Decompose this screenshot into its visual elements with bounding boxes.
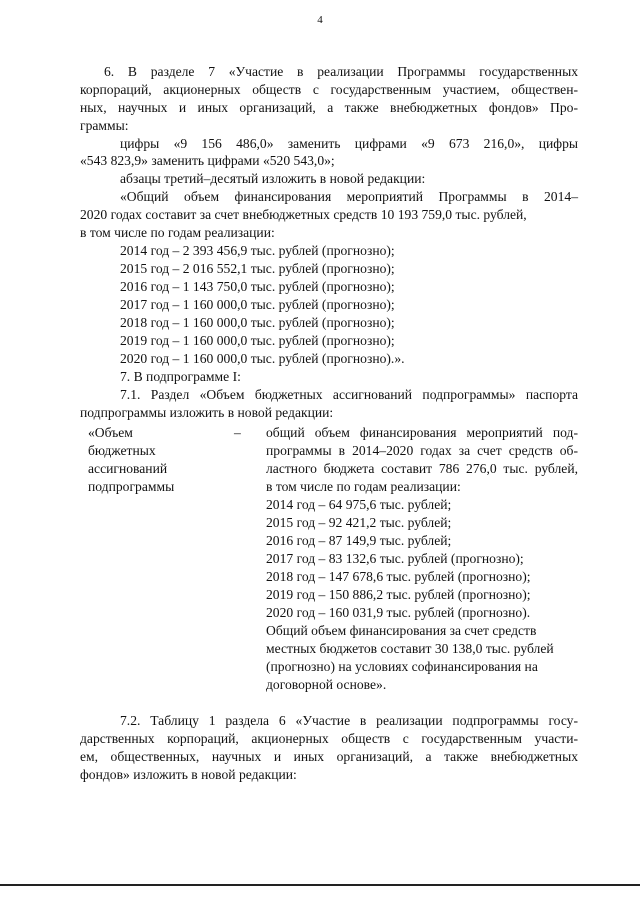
section6-line-4: граммы: xyxy=(80,118,129,133)
year-line-2016: 2016 год – 1 143 750,0 тыс. рублей (прогнозно); xyxy=(120,279,395,294)
year-line-2018: 2018 год – 1 160 000,0 тыс. рублей (прогнозно); xyxy=(120,315,395,330)
passport-value-line-3: ластного бюджета составит 786 276,0 тыс. рублей, xyxy=(266,461,578,476)
passport-label-line-4: подпрограммы xyxy=(88,479,175,494)
total-financing-line-1: «Общий объем финансирования мероприятий Программы в 2014– xyxy=(120,189,578,204)
passport-local-line-1: Общий объем финансирования за счет средств xyxy=(266,623,537,638)
section6-line-1: 6. В разделе 7 «Участие в реализации Программы государственных xyxy=(104,64,578,79)
passport-local-line-2: местных бюджетов составит 30 138,0 тыс. рублей xyxy=(266,641,554,656)
section7-heading: 7. В подпрограмме I: xyxy=(120,369,241,384)
passport-year-2015: 2015 год – 92 421,2 тыс. рублей; xyxy=(266,515,452,530)
sub72-line-3: ем, общественных, научных и иных организаций, а также внебюджетных xyxy=(80,749,578,764)
passport-label-line-2: бюджетных xyxy=(88,443,156,458)
sub72-line-4: фондов» изложить в новой редакции: xyxy=(80,767,297,782)
passport-year-2020: 2020 год – 160 031,9 тыс. рублей (прогнозно). xyxy=(266,605,531,620)
passport-dash: – xyxy=(234,425,241,440)
page-number: 4 xyxy=(317,14,323,26)
sub72-line-2: дарственных корпораций, акционерных обществ с государственным участи- xyxy=(80,731,578,746)
passport-year-2018: 2018 год – 147 678,6 тыс. рублей (прогнозно); xyxy=(266,569,531,584)
year-line-2019: 2019 год – 1 160 000,0 тыс. рублей (прогнозно); xyxy=(120,333,395,348)
passport-year-2016: 2016 год – 87 149,9 тыс. рублей; xyxy=(266,533,452,548)
year-line-2015: 2015 год – 2 016 552,1 тыс. рублей (прогнозно); xyxy=(120,261,395,276)
passport-label-line-1: «Объем xyxy=(88,425,133,440)
total-financing-line-3: в том числе по годам реализации: xyxy=(80,225,275,240)
digits-replace-line-1: цифры «9 156 486,0» заменить цифрами «9 673 216,0», цифры xyxy=(120,136,578,151)
digits-replace-line-2: «543 823,9» заменить цифрами «520 543,0»; xyxy=(80,153,335,168)
section6-line-2: корпораций, акционерных обществ с государственным участием, обществен- xyxy=(80,82,578,97)
passport-label-line-3: ассигнований xyxy=(88,461,168,476)
passport-value-line-1: общий объем финансирования мероприятий под- xyxy=(266,425,578,440)
sub71-line-2: подпрограммы изложить в новой редакции: xyxy=(80,405,334,420)
year-line-2017: 2017 год – 1 160 000,0 тыс. рублей (прогнозно); xyxy=(120,297,395,312)
passport-year-2019: 2019 год – 150 886,2 тыс. рублей (прогнозно); xyxy=(266,587,531,602)
paragraphs-instruction: абзацы третий–десятый изложить в новой редакции: xyxy=(120,171,426,186)
passport-value-line-4: в том числе по годам реализации: xyxy=(266,479,461,494)
passport-year-2017: 2017 год – 83 132,6 тыс. рублей (прогнозно); xyxy=(266,551,524,566)
sub72-line-1: 7.2. Таблицу 1 раздела 6 «Участие в реализации подпрограммы госу- xyxy=(120,713,578,728)
passport-year-2014: 2014 год – 64 975,6 тыс. рублей; xyxy=(266,497,452,512)
passport-local-line-3: (прогнозно) на условиях софинансирования на xyxy=(266,659,538,674)
passport-local-line-4: договорной основе». xyxy=(266,677,387,692)
year-line-2020: 2020 год – 1 160 000,0 тыс. рублей (прогнозно).». xyxy=(120,351,405,366)
total-financing-line-2: 2020 годах составит за счет внебюджетных средств 10 193 759,0 тыс. рублей, xyxy=(80,207,527,222)
year-line-2014: 2014 год – 2 393 456,9 тыс. рублей (прогнозно); xyxy=(120,243,395,258)
sub71-line-1: 7.1. Раздел «Объем бюджетных ассигнований подпрограммы» паспорта xyxy=(120,387,578,402)
section6-line-3: ных, научных и иных организаций, а также внебюджетных фондов» Про- xyxy=(80,100,578,115)
passport-value-line-2: программы в 2014–2020 годах за счет средств об- xyxy=(266,443,578,458)
bottom-rule xyxy=(0,884,640,886)
